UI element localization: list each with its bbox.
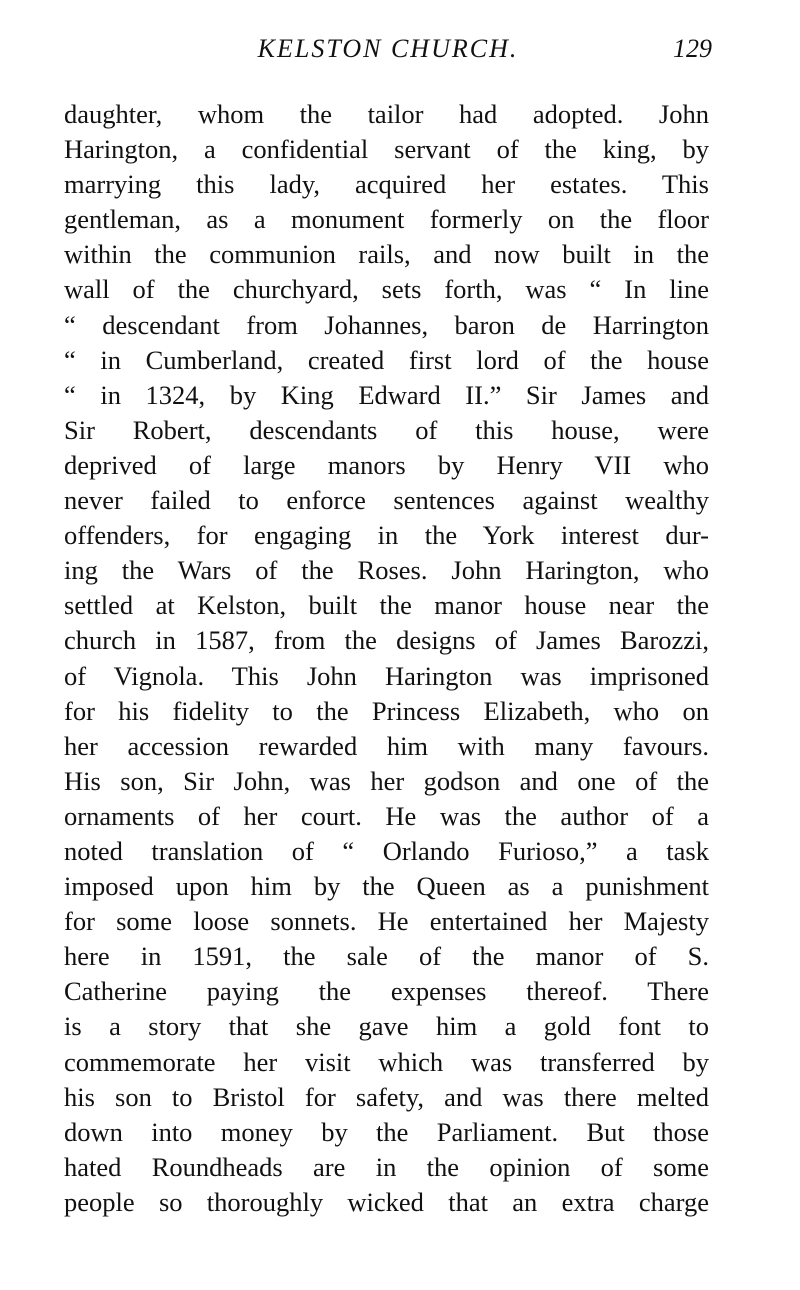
text-line: Harington, a confidential servant of the king, by [64, 134, 709, 165]
text-line: offenders, for engaging in the York interest dur- [64, 520, 709, 551]
text-line: here in 1591, the sale of the manor of S. [64, 941, 709, 972]
text-line: His son, Sir John, was her godson and one of the [64, 765, 709, 796]
text-line: of Vignola. This John Harington was imprisoned [64, 660, 709, 691]
text-line: ornaments of her court. He was the author of a [64, 800, 709, 831]
text-line: never failed to enforce sentences against wealthy [64, 485, 709, 516]
page-number: 129 [673, 34, 712, 63]
text-line: his son to Bristol for safety, and was there melted [64, 1081, 709, 1112]
text-line: “ descendant from Johannes, baron de Harrington [64, 309, 709, 340]
text-line: marrying this lady, acquired her estates. This [64, 169, 709, 200]
text-line: noted translation of “ Orlando Furioso,” a task [64, 835, 709, 866]
text-line: down into money by the Parliament. But those [64, 1116, 709, 1147]
running-title: KELSTON CHURCH. [257, 34, 519, 63]
text-line: “ in 1324, by King Edward II.” Sir James and [64, 379, 709, 410]
text-line: for some loose sonnets. He entertained her Majesty [64, 906, 709, 937]
text-line: for his fidelity to the Princess Elizabeth, who on [64, 695, 709, 726]
text-line: settled at Kelston, built the manor house near the [64, 590, 709, 621]
text-line: “ in Cumberland, created first lord of the house [64, 344, 709, 375]
text-line: people so thoroughly wicked that an extra charge [64, 1186, 709, 1217]
text-line: commemorate her visit which was transferred by [64, 1046, 709, 1077]
text-line: is a story that she gave him a gold font to [64, 1011, 709, 1042]
text-line: daughter, whom the tailor had adopted. John [64, 99, 709, 129]
text-line: wall of the churchyard, sets forth, was “ In line [64, 274, 709, 305]
text-line: deprived of large manors by Henry VII who [64, 449, 709, 480]
text-line: ing the Wars of the Roses. John Harington, who [64, 555, 709, 586]
text-line: her accession rewarded him with many favours. [64, 730, 709, 761]
text-line: church in 1587, from the designs of James Barozzi, [64, 625, 709, 656]
body-text [64, 97, 709, 1220]
text-line: Sir Robert, descendants of this house, were [64, 414, 709, 445]
text-line: hated Roundheads are in the opinion of some [64, 1151, 709, 1182]
text-line: imposed upon him by the Queen as a punishment [64, 871, 709, 902]
text-line: within the communion rails, and now built in the [64, 239, 709, 270]
text-line: Catherine paying the expenses thereof. There [64, 976, 709, 1007]
text-line: gentleman, as a monument formerly on the floor [64, 204, 709, 235]
page-header [64, 34, 712, 66]
